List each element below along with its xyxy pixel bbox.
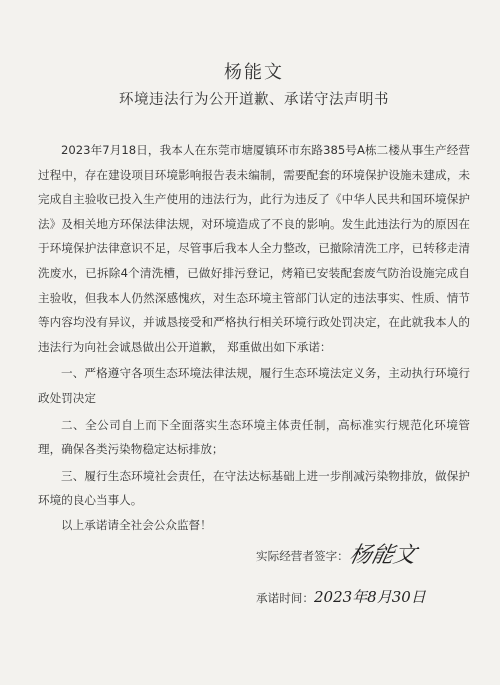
intro-paragraph: 2023年7月18日，我本人在东莞市塘厦镇环市东路385号A栋二楼从事生产经营过程中，存在建设项目环境影响报告表未编制，需要配套的环境保护设施未建成，未完成自主验收已投入生产使用的违法行为，此行为违反了《中华人民共和国环境保护法》及相关地方环保法律法规，对环境造成了不良的影响。发生此违法行为的原因在于环境保护法律意识不足，尽管事后我本人全力整改，已撤除清洗工序，已转移走清洗废水，已拆除4个清洗槽，已做好排污登记，烤箱已安装配套废气防治设施完成自主验收，但我本人仍然深感愧疚，对生态环境主管部门认定的违法事实、性质、情节等内容均没有异议，并诚恳接受和严格执行相关环境行政处罚决定，在此就我本人的违法行为向社会诚恳做出公开道歉， 郑重做出如下承诺： bbox=[38, 143, 470, 354]
commitment-3: 三、履行生态环境社会责任，在守法达标基础上进一步削减污染物排放，做保护环境的良心当事人。 bbox=[38, 468, 470, 508]
date-label: 承诺时间： bbox=[256, 591, 314, 605]
closing-line: 以上承诺请全社会公众监督！ bbox=[61, 517, 212, 532]
handwritten-signature: 杨能文 bbox=[346, 543, 419, 568]
document-title: 环境违法行为公开道歉、承诺守法声明书 bbox=[119, 92, 389, 108]
commitment-2: 二、全公司自上而下全面落实生态环境主体责任制，高标准实行规范化环境管理，确保各类污染物稳定达标排放； bbox=[38, 417, 470, 457]
commitment-1: 一、严格遵守各项生态环境法律法规，履行生态环境法定义务，主动执行环境行政处罚决定 bbox=[38, 366, 470, 405]
person-name: 杨能文 bbox=[224, 62, 284, 83]
statement-body bbox=[38, 138, 470, 538]
signature-label: 实际经营者签字： bbox=[256, 549, 349, 563]
handwritten-date: 2023年8月30日 bbox=[314, 588, 426, 606]
